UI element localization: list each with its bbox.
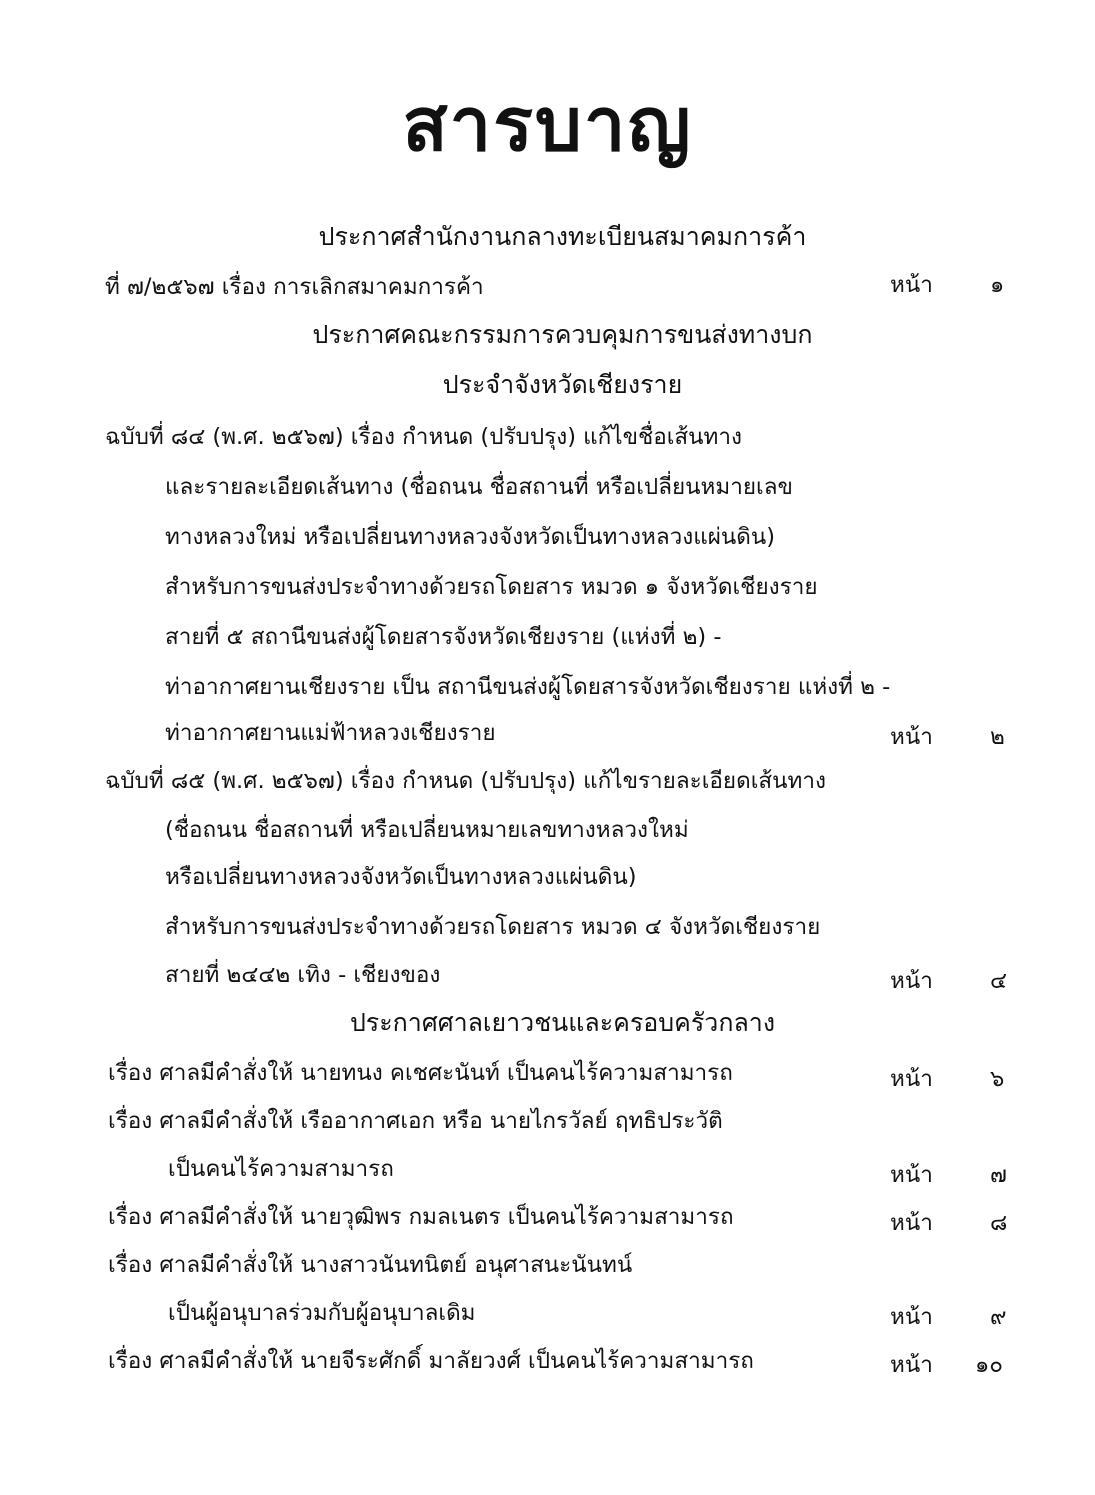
page-number: ๘ xyxy=(990,1210,1008,1236)
page-label: หน้า xyxy=(890,1066,933,1092)
entry-line: และรายละเอียดเส้นทาง (ชื่อถนน ชื่อสถานที่ หรือเปลี่ยนหมายเลข xyxy=(165,474,793,500)
entry-line: ท่าอากาศยานเชียงราย เป็น สถานีขนส่งผู้โดยสารจังหวัดเชียงราย แห่งที่ ๒ - xyxy=(165,674,891,700)
entry-line: ฉบับที่ ๘๔ (พ.ศ. ๒๕๖๗) เรื่อง กำหนด (ปรับปรุง) แก้ไขชื่อเส้นทาง xyxy=(105,424,742,450)
page-number: ๔ xyxy=(990,968,1008,994)
entry-line: เรื่อง ศาลมีคำสั่งให้ นายวุฒิพร กมลเนตร เป็นคนไร้ความสามารถ xyxy=(108,1204,734,1230)
section-heading: ประกาศสำนักงานกลางทะเบียนสมาคมการค้า xyxy=(318,222,807,251)
section-heading: ประกาศคณะกรรมการควบคุมการขนส่งทางบก xyxy=(312,320,813,349)
entry-line: สำหรับการขนส่งประจำทางด้วยรถโดยสาร หมวด ๔ จังหวัดเชียงราย xyxy=(165,914,821,940)
page-label: หน้า xyxy=(890,272,933,298)
entry-line: ทางหลวงใหม่ หรือเปลี่ยนทางหลวงจังหวัดเป็นทางหลวงแผ่นดิน) xyxy=(165,524,776,550)
page-number: ๒ xyxy=(990,724,1005,750)
page-label: หน้า xyxy=(890,724,933,750)
page-number: ๙ xyxy=(990,1304,1007,1330)
page-number: ๖ xyxy=(990,1066,1005,1092)
page-title: สารบาญ xyxy=(402,82,693,168)
entry-line: สายที่ ๕ สถานีขนส่งผู้โดยสารจังหวัดเชียงราย (แห่งที่ ๒) - xyxy=(165,624,722,650)
entry-line: ฉบับที่ ๘๕ (พ.ศ. ๒๕๖๗) เรื่อง กำหนด (ปรับปรุง) แก้ไขรายละเอียดเส้นทาง xyxy=(105,768,826,794)
entry-line: เรื่อง ศาลมีคำสั่งให้ นางสาวนันทนิตย์ อนุศาสนะนันทน์ xyxy=(108,1252,633,1278)
page-label: หน้า xyxy=(890,1210,933,1236)
entry-line: สายที่ ๒๔๔๒ เทิง - เชียงของ xyxy=(165,962,441,988)
entry-line: เป็นผู้อนุบาลร่วมกับผู้อนุบาลเดิม xyxy=(168,1300,476,1326)
page-label: หน้า xyxy=(890,1304,933,1330)
page-label: หน้า xyxy=(890,968,933,994)
page-label: หน้า xyxy=(890,1352,933,1378)
entry-line: เป็นคนไร้ความสามารถ xyxy=(168,1156,394,1182)
section-heading: ประกาศศาลเยาวชนและครอบครัวกลาง xyxy=(349,1008,776,1037)
entry-line: เรื่อง ศาลมีคำสั่งให้ นายจีระศักดิ์ มาลัยวงศ์ เป็นคนไร้ความสามารถ xyxy=(108,1348,754,1374)
entry-line: เรื่อง ศาลมีคำสั่งให้ เรืออากาศเอก หรือ นายไกรวัลย์ ฤทธิประวัติ xyxy=(108,1108,723,1134)
entry-line: เรื่อง ศาลมีคำสั่งให้ นายทนง คเชศะนันท์ เป็นคนไร้ความสามารถ xyxy=(108,1060,733,1086)
section-heading: ประจำจังหวัดเชียงราย xyxy=(442,370,683,399)
entry-line: ท่าอากาศยานแม่ฟ้าหลวงเชียงราย xyxy=(165,720,496,746)
page-number: ๑ xyxy=(990,272,1005,298)
entry-line: หรือเปลี่ยนทางหลวงจังหวัดเป็นทางหลวงแผ่นดิน) xyxy=(165,864,637,890)
entry-line: ที่ ๗/๒๕๖๗ เรื่อง การเลิกสมาคมการค้า xyxy=(105,274,484,300)
page-number: ๗ xyxy=(990,1162,1007,1188)
page-number: ๑๐ xyxy=(975,1352,1004,1378)
entry-line: สำหรับการขนส่งประจำทางด้วยรถโดยสาร หมวด ๑ จังหวัดเชียงราย xyxy=(165,574,818,600)
page-label: หน้า xyxy=(890,1162,933,1188)
entry-line: (ชื่อถนน ชื่อสถานที่ หรือเปลี่ยนหมายเลขทางหลวงใหม่ xyxy=(165,817,689,843)
